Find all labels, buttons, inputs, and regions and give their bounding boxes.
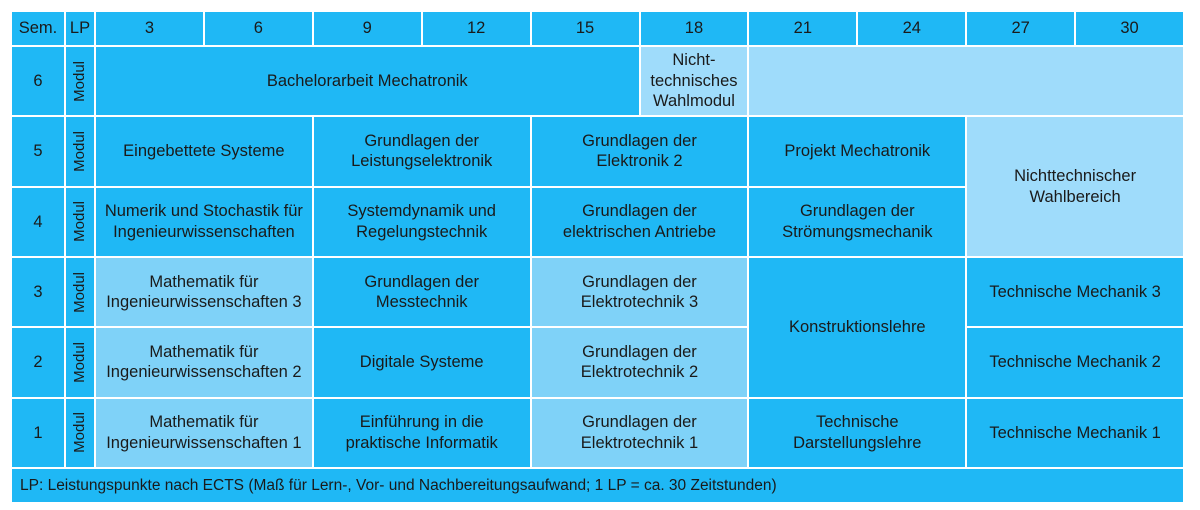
module-elektrotechnik-3[interactable]: Grundlagen der Elektrotechnik 3: [532, 258, 748, 326]
module-digitale-systeme[interactable]: Digitale Systeme: [314, 328, 530, 396]
module-bachelorarbeit[interactable]: Bachelorarbeit Mechatronik: [96, 47, 639, 115]
header-col-30: 30: [1076, 12, 1183, 45]
module-technische-mechanik-3[interactable]: Technische Mechanik 3: [967, 258, 1183, 326]
module-elektrotechnik-1[interactable]: Grundlagen der Elektrotechnik 1: [532, 399, 748, 467]
header-col-27: 27: [967, 12, 1074, 45]
semester-5: 5: [12, 117, 64, 185]
footer-note: LP: Leistungspunkte nach ECTS (Maß für Lern-, Vor- und Nachbereitungsaufwand; 1 LP = ca. 30 Zeitstunden): [12, 469, 1183, 502]
modul-label-2: Modul: [66, 328, 94, 396]
semester-3: 3: [12, 258, 64, 326]
module-technische-mechanik-2[interactable]: Technische Mechanik 2: [967, 328, 1183, 396]
semester-4: 4: [12, 188, 64, 256]
module-messtechnik[interactable]: Grundlagen der Messtechnik: [314, 258, 530, 326]
module-konstruktionslehre[interactable]: Konstruktionslehre: [749, 258, 965, 397]
header-col-18: 18: [641, 12, 748, 45]
module-mathematik-2[interactable]: Mathematik für Ingenieurwissenschaften 2: [96, 328, 312, 396]
module-mathematik-3[interactable]: Mathematik für Ingenieurwissenschaften 3: [96, 258, 312, 326]
module-numerik-stochastik[interactable]: Numerik und Stochastik für Ingenieurwissenschaften: [96, 188, 312, 256]
study-plan-table: [10, 10, 1185, 504]
module-nichttechnisches-wahlmodul[interactable]: Nicht- technisches Wahlmodul: [641, 47, 748, 115]
header-col-12: 12: [423, 12, 530, 45]
modul-label-3: Modul: [66, 258, 94, 326]
header-col-21: 21: [749, 12, 856, 45]
header-col-6: 6: [205, 12, 312, 45]
module-darstellungslehre[interactable]: Technische Darstellungslehre: [749, 399, 965, 467]
module-eingebettete-systeme[interactable]: Eingebettete Systeme: [96, 117, 312, 185]
modul-label-4: Modul: [66, 188, 94, 256]
semester-6: 6: [12, 47, 64, 115]
header-col-24: 24: [858, 12, 965, 45]
module-mathematik-1[interactable]: Mathematik für Ingenieurwissenschaften 1: [96, 399, 312, 467]
header-semester: Sem.: [12, 12, 64, 45]
header-col-15: 15: [532, 12, 639, 45]
module-systemdynamik[interactable]: Systemdynamik und Regelungstechnik: [314, 188, 530, 256]
module-elektrische-antriebe[interactable]: Grundlagen der elektrischen Antriebe: [532, 188, 748, 256]
semester-1: 1: [12, 399, 64, 467]
module-projekt-mechatronik[interactable]: Projekt Mechatronik: [749, 117, 965, 185]
modul-label-1: Modul: [66, 399, 94, 467]
module-praktische-informatik[interactable]: Einführung in die praktische Informatik: [314, 399, 530, 467]
module-elektronik-2[interactable]: Grundlagen der Elektronik 2: [532, 117, 748, 185]
module-leistungselektronik[interactable]: Grundlagen der Leistungselektronik: [314, 117, 530, 185]
module-elektrotechnik-2[interactable]: Grundlagen der Elektrotechnik 2: [532, 328, 748, 396]
header-col-3: 3: [96, 12, 203, 45]
module-nichttechnischer-wahlbereich[interactable]: Nichttechnischer Wahlbereich: [967, 117, 1183, 256]
header-lp: LP: [66, 12, 94, 45]
semester-2: 2: [12, 328, 64, 396]
module-nichttechnischer-wahlbereich-top: [749, 47, 1183, 115]
modul-label-6: Modul: [66, 47, 94, 115]
module-technische-mechanik-1[interactable]: Technische Mechanik 1: [967, 399, 1183, 467]
modul-label-5: Modul: [66, 117, 94, 185]
module-stroemungsmechanik[interactable]: Grundlagen der Strömungsmechanik: [749, 188, 965, 256]
header-col-9: 9: [314, 12, 421, 45]
